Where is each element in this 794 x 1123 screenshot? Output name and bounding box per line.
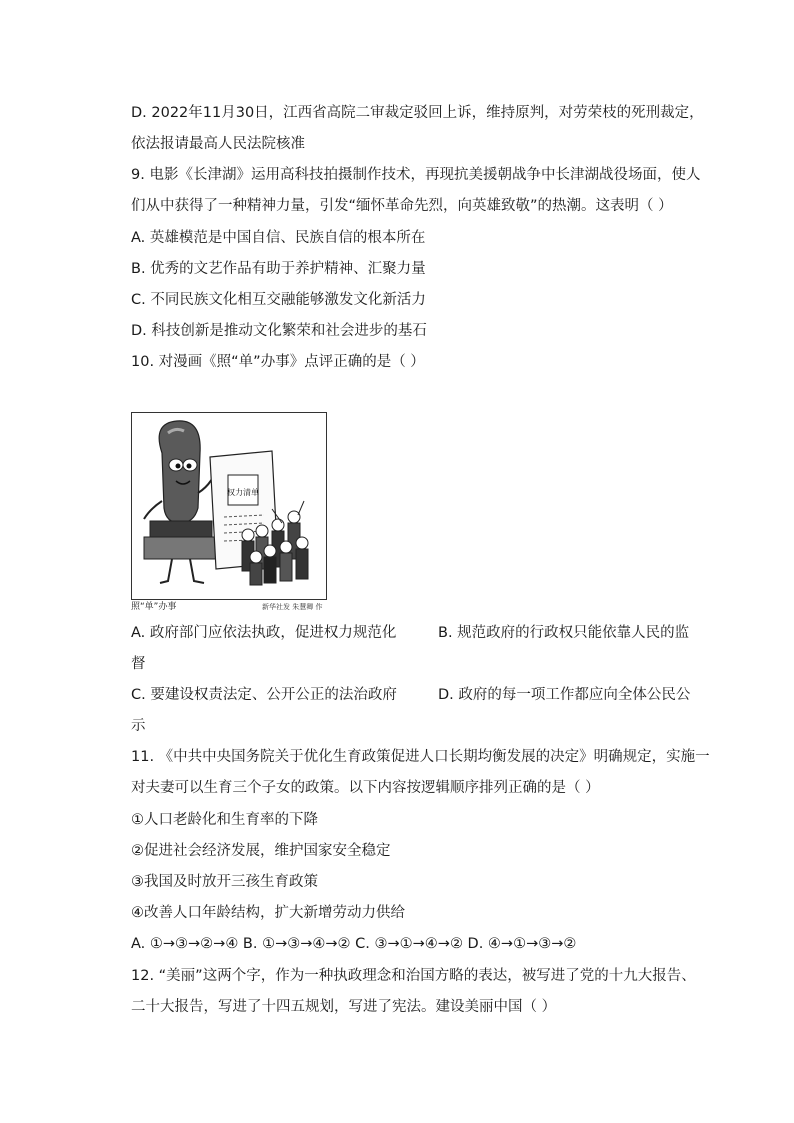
- question-10-stem: 10. 对漫画《照“单”办事》点评正确的是（ ）: [131, 354, 425, 370]
- question-12-stem-line2: 二十大报告，写进了十四五规划，写进了宪法。建设美丽中国（ ）: [131, 999, 557, 1015]
- question-10-option-d: D. 政府的每一项工作都应向全体公民公: [438, 687, 691, 703]
- cartoon-caption-title: 照“单”办事: [131, 602, 177, 612]
- question-11-item-3: ③我国及时放开三孩生育政策: [131, 874, 318, 890]
- prev-question-option-d-line1: D. 2022年11月30日，江西省高院二审裁定驳回上诉，维持原判，对劳荣枝的死刑裁定，: [131, 105, 704, 121]
- cartoon-caption-credit: 新华社发 朱慧卿 作: [262, 603, 323, 611]
- question-11-item-2: ②促进社会经济发展，维护国家安全稳定: [131, 843, 391, 859]
- question-10-option-c: C. 要建设权责法定、公开公正的法治政府: [131, 687, 397, 703]
- question-10-option-b-continued: 督: [131, 656, 146, 672]
- question-9-option-c: C. 不同民族文化相互交融能够激发文化新活力: [131, 292, 426, 308]
- question-11-stem-line2: 对夫妻可以生育三个子女的政策。以下内容按逻辑顺序排列正确的是（ ）: [131, 780, 600, 796]
- question-9-option-a: A. 英雄模范是中国自信、民族自信的根本所在: [131, 230, 426, 246]
- question-9-stem-line2: 们从中获得了一种精神力量，引发“缅怀革命先烈，向英雄致敬”的热潮。这表明（ ）: [131, 198, 673, 214]
- question-9-option-b: B. 优秀的文艺作品有助于养护精神、汇聚力量: [131, 261, 426, 277]
- question-11-item-4: ④改善人口年龄结构，扩大新增劳动力供给: [131, 905, 405, 921]
- question-11-stem-line1: 11. 《中共中央国务院关于优化生育政策促进人口长期均衡发展的决定》明确规定，实施一: [131, 749, 710, 765]
- question-9-stem-line1: 9. 电影《长津湖》运用高科技拍摄制作技术，再现抗美援朝战争中长津湖战役场面，使人: [131, 167, 701, 183]
- question-9-option-d: D. 科技创新是推动文化繁荣和社会进步的基石: [131, 323, 427, 339]
- cartoon-image: [131, 412, 327, 600]
- list-title-text: 权力清单: [227, 488, 259, 497]
- question-11-item-1: ①人口老龄化和生育率的下降: [131, 812, 318, 828]
- question-10-option-a: A. 政府部门应依法执政，促进权力规范化: [131, 625, 397, 641]
- question-12-stem-line1: 12. “美丽”这两个字，作为一种执政理念和治国方略的表达，被写进了党的十九大报告、: [131, 968, 696, 984]
- question-11-options: A. ①→③→②→④ B. ①→③→④→② C. ③→①→④→② D. ④→①→③→②: [131, 936, 577, 952]
- question-10-option-d-continued: 示: [131, 718, 146, 734]
- prev-question-option-d-line2: 依法报请最高人民法院核准: [131, 136, 305, 152]
- question-10-option-b: B. 规范政府的行政权只能依靠人民的监: [438, 625, 690, 641]
- cartoon-drawing: [132, 413, 326, 599]
